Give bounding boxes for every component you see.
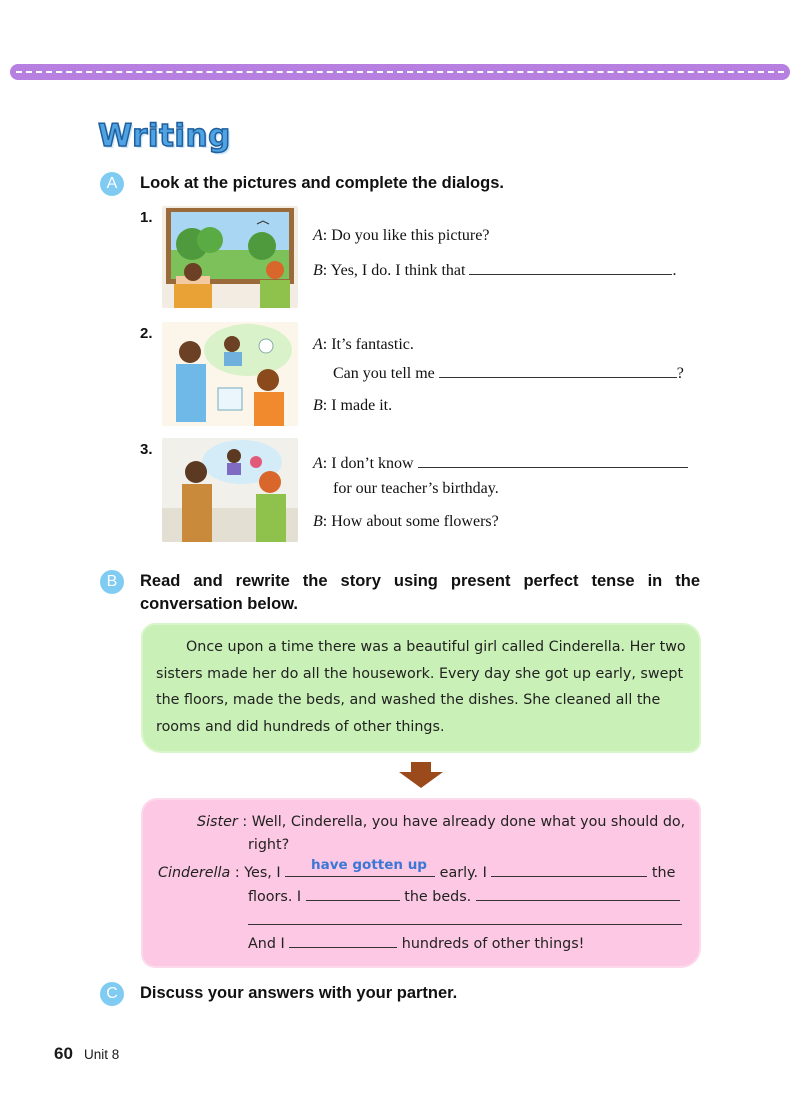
item-2-number: 2. <box>140 325 153 342</box>
section-a-instruction: Look at the pictures and complete the dialogs. <box>140 174 504 192</box>
item-2-answer-blank[interactable] <box>439 363 677 378</box>
section-c-instruction: Discuss your answers with your partner. <box>140 984 458 1002</box>
page-number: 60 <box>54 1044 73 1063</box>
unit-label: Unit 8 <box>84 1047 120 1062</box>
cinderella-line-2: floors. I the beds. <box>248 886 680 905</box>
section-c-badge: C <box>100 982 124 1006</box>
cinderella-line-4: And I hundreds of other things! <box>248 933 584 952</box>
sister-line-1: Sister : Well, Cinderella, you have already done what you should do, <box>197 814 686 830</box>
answer-blank-3[interactable] <box>306 886 400 901</box>
item-3-number: 3. <box>140 441 153 458</box>
item-1-line-b: B: Yes, I do. I think that . <box>313 262 677 279</box>
story-text: Once upon a time there was a beautiful girl called Cinderella. Her two sisters made her do all the housework. Every day she got up early, swept the floors, made the beds, and washed the dishes. She cleaned all the rooms and did hundreds of other things. <box>156 639 686 735</box>
answer-blank-6[interactable] <box>289 933 397 948</box>
page-title: Writing <box>98 118 231 154</box>
section-b-instruction: Read and rewrite the story using present perfect tense in the conversation below. <box>140 572 700 613</box>
answer-blank-2[interactable] <box>491 862 647 877</box>
item-2-line-b: B: I made it. <box>313 397 393 414</box>
item-3-answer-blank[interactable] <box>418 453 688 468</box>
cinderella-line-1: Cinderella : Yes, I early. I the <box>158 862 675 881</box>
item-1-answer-blank[interactable] <box>469 260 672 275</box>
top-decorative-band <box>10 64 790 80</box>
section-a-badge: A <box>100 172 124 196</box>
cinderella-line-3 <box>248 910 682 929</box>
answer-blank-5[interactable] <box>248 910 682 925</box>
section-b-badge: B <box>100 570 124 594</box>
item-2-line-a2: Can you tell me ? <box>333 365 684 382</box>
item-3-line-a2: for our teacher’s birthday. <box>333 480 499 497</box>
item-2-line-a: A: It’s fantastic. <box>313 336 414 353</box>
example-answer: have gotten up <box>311 857 427 873</box>
item-1-line-a: A: Do you like this picture? <box>313 227 490 244</box>
item-3-line-b: B: How about some flowers? <box>313 513 499 530</box>
item-2-picture <box>162 322 298 426</box>
sister-line-2: right? <box>248 837 290 853</box>
item-1-number: 1. <box>140 209 153 226</box>
answer-blank-4[interactable] <box>476 886 680 901</box>
down-arrow-icon <box>399 762 443 793</box>
item-3-line-a: A: I don’t know <box>313 453 688 473</box>
item-3-picture <box>162 438 298 542</box>
item-1-picture <box>162 206 298 308</box>
